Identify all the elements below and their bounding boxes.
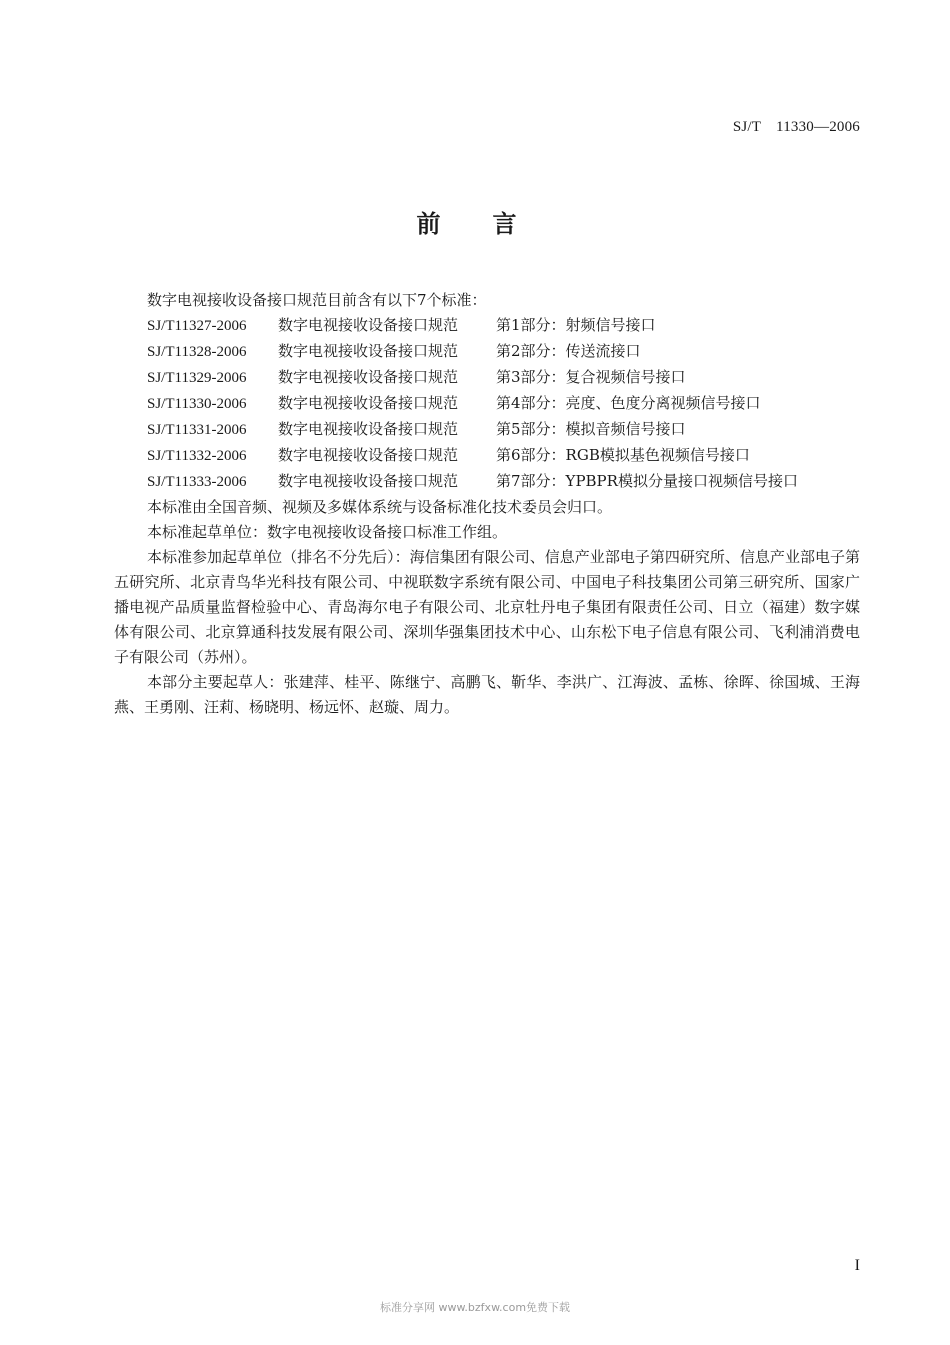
standard-part: 第4部分：亮度、色度分离视频信号接口 <box>496 394 761 412</box>
standard-part: 第1部分：射频信号接口 <box>496 316 656 334</box>
standard-name: 数字电视接收设备接口规范 <box>278 316 459 334</box>
standard-code: SJ/T11328-2006 <box>147 344 247 360</box>
standard-name: 数字电视接收设备接口规范 <box>278 472 459 490</box>
standard-line <box>114 365 860 391</box>
standard-line <box>114 313 860 339</box>
standard-name: 数字电视接收设备接口规范 <box>278 342 459 360</box>
standard-code: SJ/T11329-2006 <box>147 370 247 386</box>
standard-name: 数字电视接收设备接口规范 <box>278 368 459 386</box>
standard-part: 第7部分：YPBPR模拟分量接口视频信号接口 <box>496 472 798 490</box>
page-number: I <box>854 1257 860 1274</box>
standard-part: 第3部分：复合视频信号接口 <box>496 368 686 386</box>
standard-code: SJ/T11333-2006 <box>147 474 247 490</box>
standard-name: 数字电视接收设备接口规范 <box>278 446 459 464</box>
watermark-text: 标准分享网 www.bzfxw.com免费下载 <box>379 1301 571 1314</box>
drafting-unit-paragraph: 本标准起草单位：数字电视接收设备接口标准工作组。 <box>147 523 508 541</box>
standard-code: SJ/T11327-2006 <box>147 318 247 334</box>
drafters-paragraph: 本部分主要起草人：张建萍、桂平、陈继宁、高鹏飞、靳华、李洪广、江海波、孟栋、徐晖、徐国城、王海燕、王勇刚、汪莉、杨晓明、杨远怀、赵璇、周力。 <box>114 673 860 716</box>
intro-paragraph: 数字电视接收设备接口规范目前含有以下7个标准： <box>147 291 487 309</box>
standard-code: SJ/T11330-2006 <box>147 396 247 412</box>
standard-part: 第5部分：模拟音频信号接口 <box>496 420 686 438</box>
standard-line <box>114 443 860 469</box>
standard-part: 第2部分：传送流接口 <box>496 342 641 360</box>
document-body <box>114 288 860 720</box>
standard-line <box>114 339 860 365</box>
participants-paragraph: 本标准参加起草单位（排名不分先后）：海信集团有限公司、信息产业部电子第四研究所、信息产业部电子第五研究所、北京青鸟华光科技有限公司、中视联数字系统有限公司、中国电子科技集团公司第三研究所、国家广播电视产品质量监督检验中心、青岛海尔电子有限公司、北京牡丹电子集团有限责任公司、日立（福建）数字媒体有限公司、北京算通科技发展有限公司、深圳华强集团技术中心、山东松下电子信息有限公司、飞利浦消费电子有限公司（苏州）。 <box>114 548 860 666</box>
standard-name: 数字电视接收设备接口规范 <box>278 420 459 438</box>
standard-line <box>114 469 860 495</box>
page-title: 前言 <box>416 210 569 238</box>
standard-line <box>114 391 860 417</box>
standard-line <box>114 417 860 443</box>
standard-part: 第6部分：RGB模拟基色视频信号接口 <box>496 446 750 464</box>
standard-code: SJ/T11331-2006 <box>147 422 247 438</box>
standard-code-header: SJ/T 11330—2006 <box>732 119 860 135</box>
standards-list <box>114 313 860 495</box>
standard-code: SJ/T11332-2006 <box>147 448 247 464</box>
committee-paragraph: 本标准由全国音频、视频及多媒体系统与设备标准化技术委员会归口。 <box>147 498 613 516</box>
standard-name: 数字电视接收设备接口规范 <box>278 394 459 412</box>
